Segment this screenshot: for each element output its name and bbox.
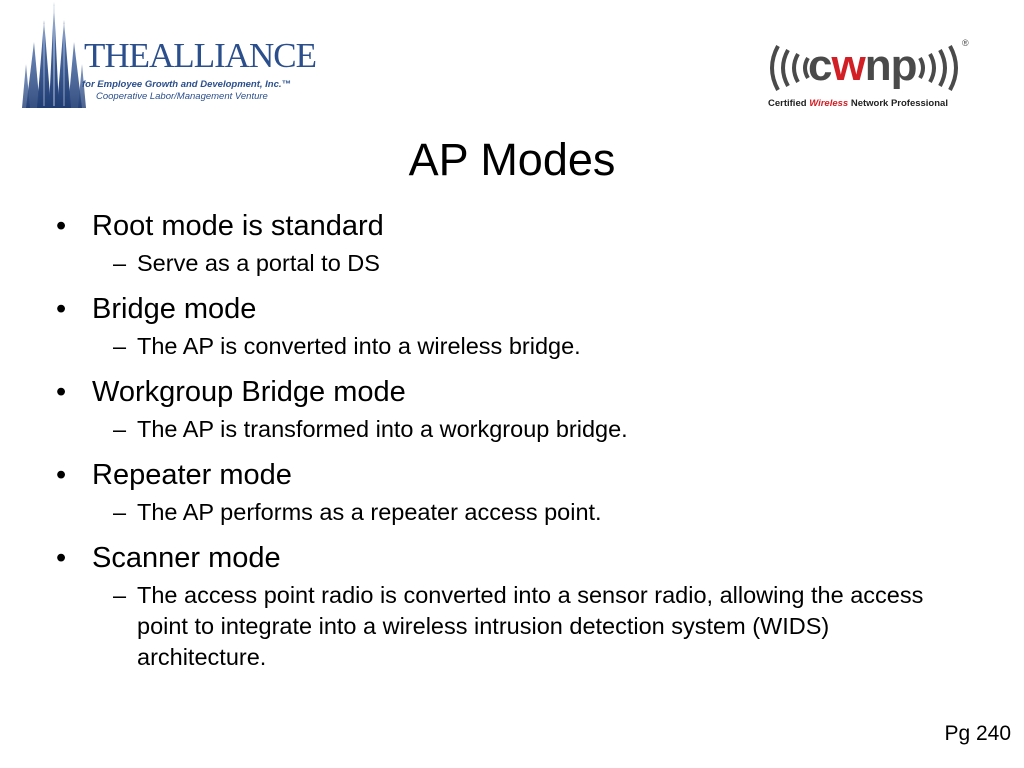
bullet-item	[0, 372, 1024, 414]
wireless-waves-left-icon	[764, 40, 814, 96]
bullet-list	[0, 206, 1024, 683]
cwnp-wordmark-np: np	[864, 41, 917, 90]
cwnp-logo	[764, 38, 974, 114]
sub-bullet-item	[0, 497, 1024, 528]
sub-bullet-text: The AP is converted into a wireless bridge.	[137, 333, 581, 359]
cwnp-tagline-rest: Network Professional	[848, 98, 948, 109]
bullet-glyph: •	[56, 542, 67, 574]
sub-bullet-text: The AP is transformed into a workgroup bridge.	[137, 416, 628, 442]
alliance-logo	[22, 2, 317, 110]
alliance-tagline: Cooperative Labor/Management Venture	[96, 91, 268, 102]
cwnp-tagline-wireless: Wireless	[809, 98, 849, 109]
cwnp-wordmark	[808, 40, 916, 92]
cwnp-tagline-certified: Certified	[768, 98, 810, 109]
sub-bullet-item	[0, 580, 1024, 673]
dash-glyph: –	[113, 416, 127, 442]
dash-glyph: –	[113, 333, 127, 359]
cwnp-wordmark-c: c	[808, 41, 832, 90]
bullet-item	[0, 538, 1024, 580]
dash-glyph: –	[113, 499, 127, 525]
bullet-item	[0, 289, 1024, 331]
bullet-text: Scanner mode	[92, 542, 281, 574]
bullet-text: Root mode is standard	[92, 210, 384, 242]
bullet-item	[0, 206, 1024, 248]
dash-glyph: –	[113, 582, 127, 608]
registered-mark: ®	[962, 38, 969, 48]
wireless-waves-right-icon	[914, 40, 964, 96]
sub-bullet-item	[0, 414, 1024, 445]
bullet-glyph: •	[56, 293, 67, 325]
bullet-text: Bridge mode	[92, 293, 257, 325]
alliance-subtitle: for Employee Growth and Development, Inc.™	[82, 79, 292, 90]
bullet-glyph: •	[56, 376, 67, 408]
alliance-wordmark: THEALLIANCE	[84, 36, 317, 75]
bullet-item	[0, 455, 1024, 497]
cwnp-tagline	[768, 98, 948, 109]
cwnp-wordmark-w: w	[831, 41, 865, 90]
slide-title: AP Modes	[408, 134, 616, 185]
alliance-skyline-icon	[22, 2, 86, 108]
sub-bullet-item	[0, 248, 1024, 279]
sub-bullet-item	[0, 331, 1024, 362]
bullet-text: Workgroup Bridge mode	[92, 376, 406, 408]
bullet-glyph: •	[56, 459, 67, 491]
bullet-glyph: •	[56, 210, 67, 242]
page-number: Pg 240	[944, 722, 1011, 745]
sub-bullet-text: The AP performs as a repeater access point.	[137, 499, 602, 525]
dash-glyph: –	[113, 250, 127, 276]
bullet-text: Repeater mode	[92, 459, 292, 491]
sub-bullet-text: The access point radio is converted into a sensor radio, allowing the access point to integrate into a wireless intrusion detection system (WIDS) architecture.	[137, 582, 924, 670]
sub-bullet-text: Serve as a portal to DS	[137, 250, 380, 276]
